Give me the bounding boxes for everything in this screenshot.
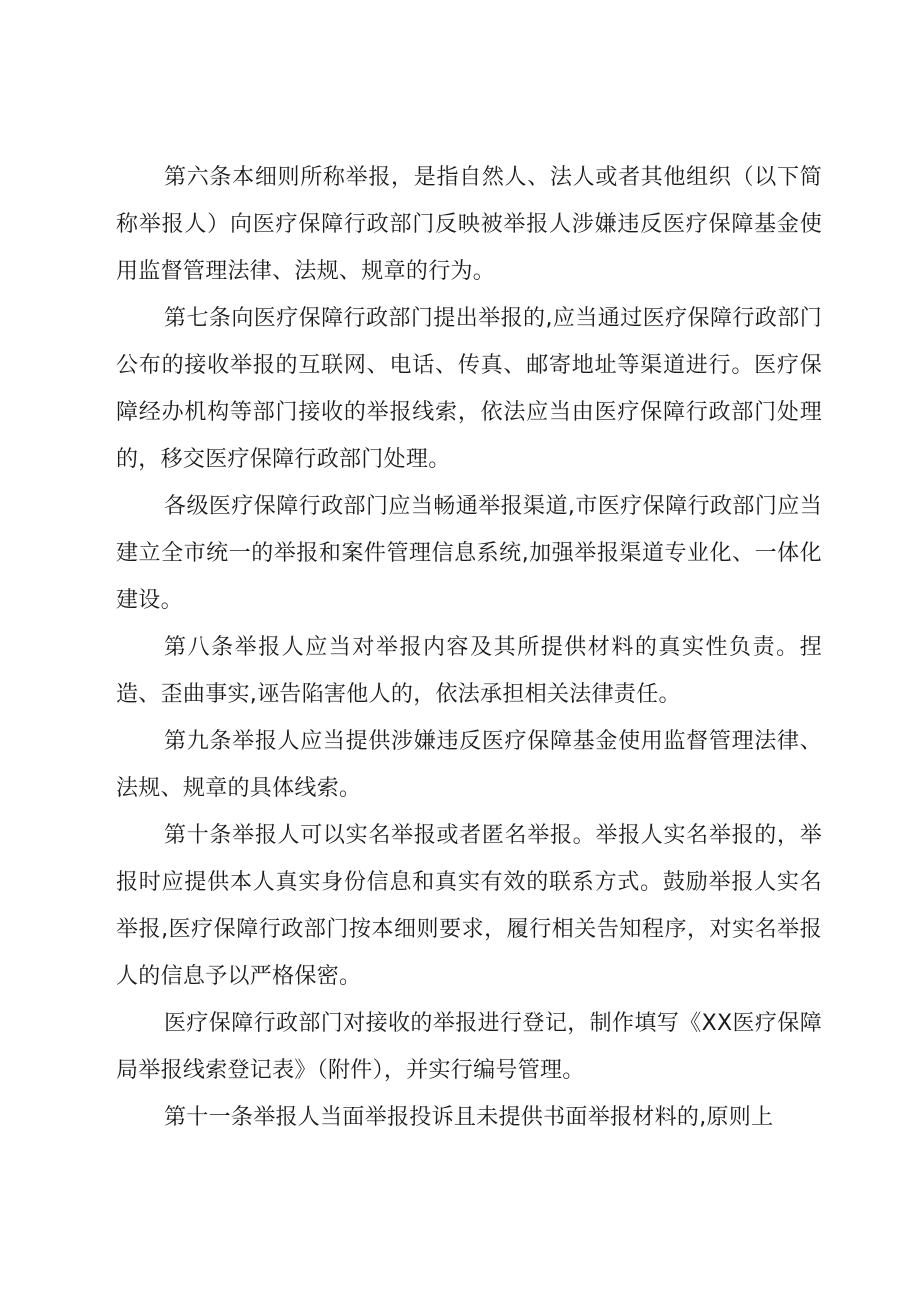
paragraph-article-6: 第六条本细则所称举报，是指自然人、法人或者其他组织（以下简称举报人）向医疗保障行政部门反映被举报人涉嫌违反医疗保障基金使用监督管理法律、法规、规章的行为。 <box>116 165 822 284</box>
paragraph-article-7: 第七条向医疗保障行政部门提出举报的,应当通过医疗保障行政部门公布的接收举报的互联网、电话、传真、邮寄地址等渠道进行。医疗保障经办机构等部门接收的举报线索，依法应当由医疗保障行政部门处理的，移交医疗保障行政部门处理。 <box>116 306 822 472</box>
paragraph-article-8: 第八条举报人应当对举报内容及其所提供材料的真实性负责。捏造、歪曲事实,诬告陷害他人的，依法承担相关法律责任。 <box>116 635 822 707</box>
document-body <box>116 154 822 1141</box>
paragraph-article-10: 第十条举报人可以实名举报或者匿名举报。举报人实名举报的，举报时应提供本人真实身份信息和真实有效的联系方式。鼓励举报人实名举报,医疗保障行政部门按本细则要求，履行相关告知程序，对实名举报人的信息予以严格保密。 <box>116 823 822 989</box>
paragraph-report-channels: 各级医疗保障行政部门应当畅通举报渠道,市医疗保障行政部门应当建立全市统一的举报和案件管理信息系统,加强举报渠道专业化、一体化建设。 <box>116 494 822 613</box>
paragraph-registration: 医疗保障行政部门对接收的举报进行登记，制作填写《XX医疗保障局举报线索登记表》（附件），并实行编号管理。 <box>116 1011 822 1083</box>
paragraph-article-9: 第九条举报人应当提供涉嫌违反医疗保障基金使用监督管理法律、法规、规章的具体线索。 <box>116 729 822 801</box>
paragraph-article-11: 第十一条举报人当面举报投诉且未提供书面举报材料的,原则上 <box>164 1105 774 1130</box>
